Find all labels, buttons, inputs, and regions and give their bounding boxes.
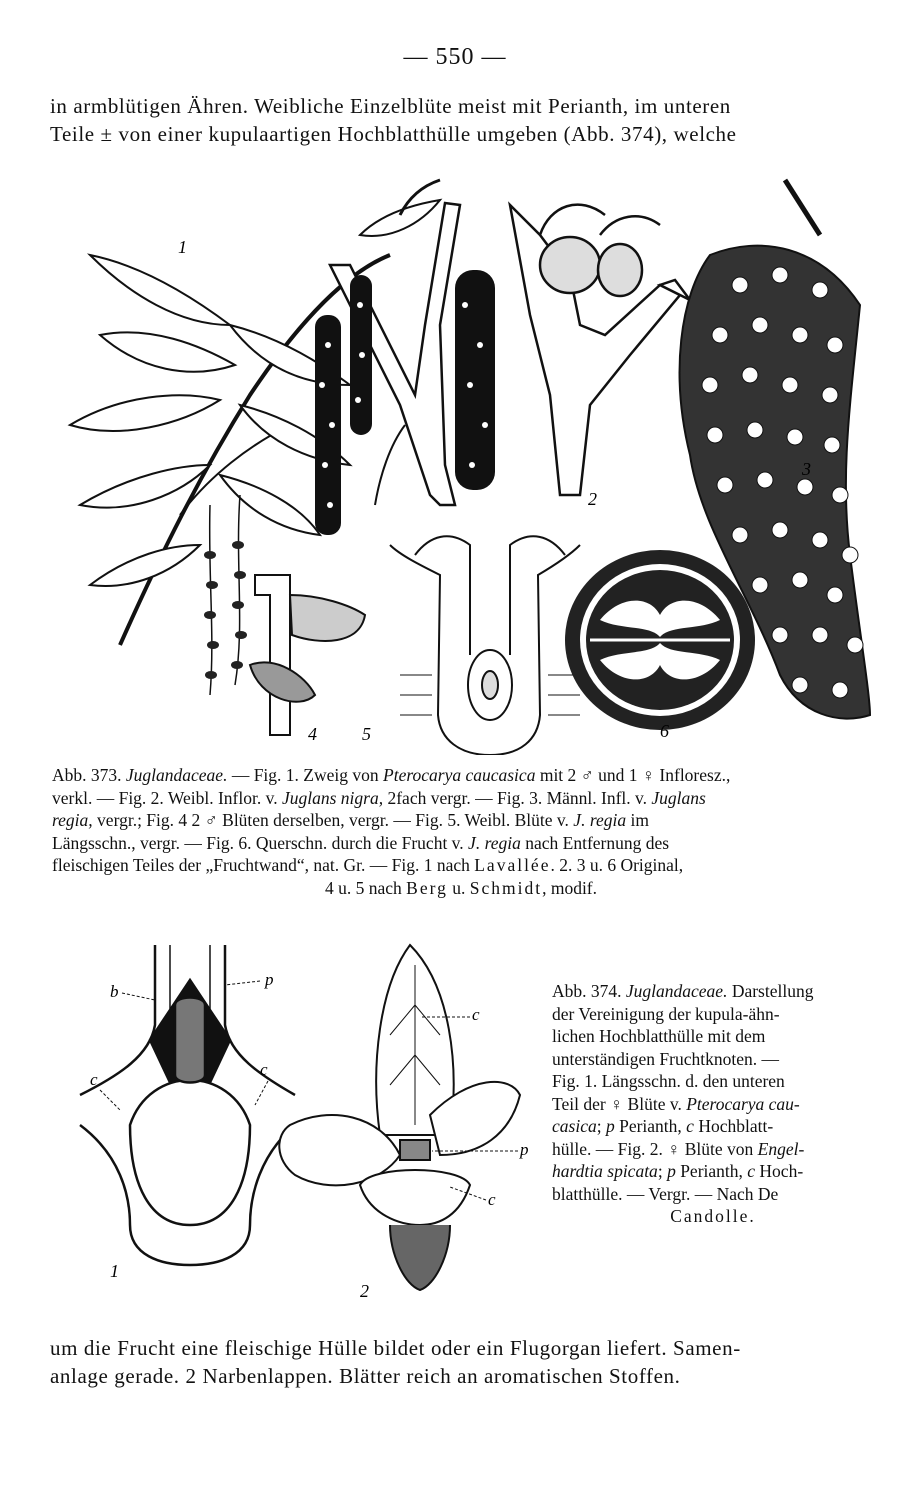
figure-374-illustration bbox=[60, 925, 540, 1310]
caption-text: Fig. 1. Längsschn. d. den unteren bbox=[552, 1071, 785, 1091]
fig374-label-c: c bbox=[260, 1060, 268, 1079]
caption-text: verkl. — Fig. 2. Weibl. Inflor. v. bbox=[52, 787, 282, 808]
fig373-label-1: 1 bbox=[178, 237, 187, 257]
caption-text: ; bbox=[596, 1116, 606, 1136]
caption-text: c bbox=[686, 1116, 694, 1136]
fig374-label-c: c bbox=[488, 1190, 496, 1209]
caption-text: mit 2 ♂ und 1 ♀ Infloresz., bbox=[535, 765, 731, 785]
caption-text: Hoch- bbox=[755, 1161, 804, 1181]
caption-text: Teil der ♀ Blüte v. bbox=[552, 1093, 687, 1114]
caption-text: 4 u. 5 nach bbox=[324, 877, 407, 898]
caption-text: Juglans bbox=[651, 787, 706, 808]
caption-text: Engel- bbox=[757, 1138, 805, 1159]
caption-text: . 2. 3 u. 6 Original, bbox=[550, 855, 684, 875]
caption-text: 2fach vergr. — Fig. 3. Männl. Infl. v. bbox=[383, 787, 652, 808]
fig373-label-2: 2 bbox=[588, 489, 597, 509]
fig373-central-twig bbox=[330, 203, 460, 505]
caption-text: Abb. 374. bbox=[552, 981, 626, 1001]
caption-text: im bbox=[626, 810, 649, 830]
text-line: anlage gerade. 2 Narbenlappen. Blätter reich an aromatischen Stoffen. bbox=[50, 1364, 681, 1388]
caption-text: ; bbox=[657, 1161, 668, 1181]
fig374-label-p: p bbox=[265, 970, 274, 989]
caption-text: Hochblatt- bbox=[693, 1116, 774, 1136]
caption-text: Perianth, bbox=[675, 1161, 748, 1181]
caption-text: , modif. bbox=[542, 877, 598, 898]
caption-author: Lavallée bbox=[474, 855, 551, 875]
caption-text: J. regia bbox=[573, 810, 627, 830]
fig374-fig2-bract bbox=[279, 945, 520, 1290]
caption-text: Pterocarya caucasica bbox=[383, 765, 536, 785]
fig373-female-flower-section bbox=[390, 536, 580, 755]
fig373-label-5: 5 bbox=[362, 724, 371, 744]
caption-author: Candolle. bbox=[670, 1206, 756, 1226]
caption-text: Pterocarya cau- bbox=[686, 1093, 800, 1114]
caption-text: Juglans nigra, bbox=[281, 787, 384, 808]
text-line: um die Frucht eine fleischige Hülle bildet oder ein Flugorgan liefert. Samen- bbox=[50, 1336, 741, 1360]
caption-author: Berg bbox=[406, 877, 448, 898]
caption-text: lichen Hochblatthülle mit dem bbox=[552, 1026, 766, 1046]
fig373-fruit-cross-section bbox=[565, 550, 755, 730]
figure-374-caption bbox=[552, 980, 874, 1228]
caption-text: J. regia bbox=[468, 832, 521, 853]
caption-text: u. bbox=[447, 877, 470, 898]
caption-text: — Fig. 1. Zweig von bbox=[227, 765, 384, 785]
caption-text: regia, bbox=[52, 810, 93, 830]
fig373-branch-drawing bbox=[70, 180, 440, 695]
fig374-label-p: p bbox=[520, 1140, 529, 1159]
caption-text: p bbox=[667, 1161, 676, 1181]
caption-text: hülle. — Fig. 2. ♀ Blüte von bbox=[552, 1138, 758, 1159]
caption-text: Perianth, bbox=[614, 1116, 687, 1136]
caption-text: Längsschn., vergr. — Fig. 6. Querschn. durch die Frucht v. bbox=[52, 832, 469, 853]
caption-text: casica bbox=[552, 1116, 597, 1136]
figure-373-caption bbox=[52, 764, 870, 899]
caption-text: unterständigen Fruchtknoten. — bbox=[552, 1048, 779, 1069]
fig373-male-flowers bbox=[250, 575, 365, 735]
caption-text: nach Entfernung des bbox=[520, 832, 670, 853]
caption-text: p bbox=[605, 1116, 615, 1136]
figure-373-illustration bbox=[60, 175, 890, 755]
fig373-female-inflorescence bbox=[510, 205, 690, 495]
caption-text: c bbox=[747, 1161, 756, 1181]
fig374-label-c: c bbox=[90, 1070, 98, 1089]
text-line: Teile ± von einer kupulaartigen Hochblatthülle umgeben (Abb. 374), welche bbox=[50, 122, 737, 146]
caption-text: hardtia spicata bbox=[552, 1161, 658, 1181]
caption-text: fleischigen Teiles der „Fruchtwand“, nat. Gr. — Fig. 1 nach bbox=[52, 855, 475, 875]
fig374-label-b: b bbox=[110, 982, 119, 1001]
fig373-label-3: 3 bbox=[802, 459, 811, 479]
text-line: in armblütigen Ähren. Weibliche Einzelblüte meist mit Perianth, im unteren bbox=[50, 94, 731, 118]
fig374-label-2: 2 bbox=[360, 1281, 369, 1301]
caption-text: Juglandaceae. bbox=[625, 981, 728, 1001]
caption-author: Schmidt bbox=[469, 877, 543, 898]
caption-text: der Vereinigung der kupula-ähn- bbox=[552, 1003, 780, 1024]
bottom-paragraph bbox=[50, 1334, 870, 1390]
fig374-label-1: 1 bbox=[110, 1261, 119, 1281]
fig373-label-4: 4 bbox=[308, 724, 317, 744]
fig373-label-6: 6 bbox=[660, 721, 669, 741]
caption-text: Abb. 373. bbox=[52, 765, 126, 785]
top-paragraph bbox=[50, 92, 870, 148]
caption-text: Darstellung bbox=[727, 981, 814, 1001]
caption-text: blatthülle. — Vergr. — Nach De bbox=[552, 1183, 779, 1204]
caption-text: Juglandaceae. bbox=[125, 765, 228, 785]
page-number: — 550 — bbox=[403, 44, 507, 70]
caption-text: vergr.; Fig. 4 2 ♂ Blüten derselben, vergr. — Fig. 5. Weibl. Blüte v. bbox=[92, 810, 574, 830]
fig374-label-c: c bbox=[472, 1005, 480, 1024]
